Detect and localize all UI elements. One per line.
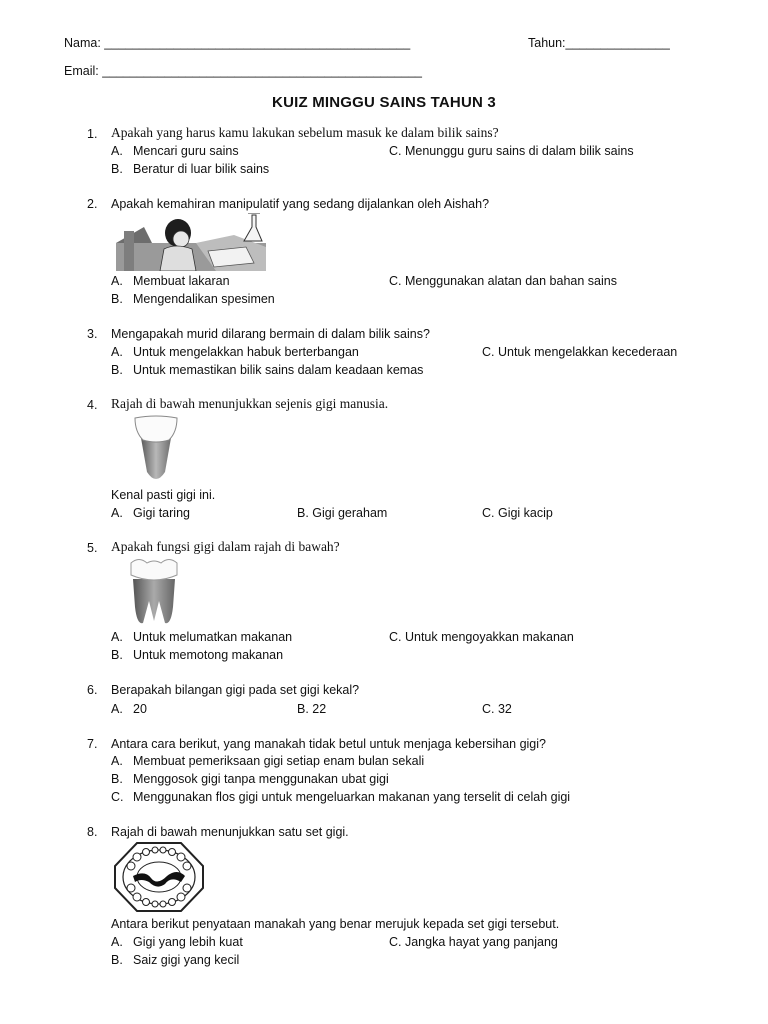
option-letter[interactable]: A. [111,702,123,716]
year-field[interactable]: Tahun:_______________ [528,36,670,50]
question-text: Rajah di bawah menunjukkan satu set gigi. [111,825,349,839]
question-subtext: Antara berikut penyataan manakah yang benar merujuk kepada set gigi tersebut. [111,917,560,931]
question-number: 1. [87,127,98,141]
question-text: Antara cara berikut, yang manakah tidak betul untuk menjaga kebersihan gigi? [111,737,546,751]
student-drawing-illustration [116,213,266,271]
option-letter[interactable]: C. [111,790,124,804]
option-text[interactable]: Mencari guru sains [133,144,239,158]
option-letter[interactable]: A. [111,630,123,644]
option-letter[interactable]: A. [111,274,123,288]
option-text[interactable]: Membuat pemeriksaan gigi setiap enam bulan sekali [133,754,425,768]
email-field[interactable]: Email: ______________________________________________ [64,64,422,78]
question-number: 3. [87,327,98,341]
page-title: KUIZ MINGGU SAINS TAHUN 3 [272,94,496,111]
option-text[interactable]: B. 22 [297,702,327,716]
incisor-tooth-image [131,414,181,484]
option-letter[interactable]: B. [111,162,123,176]
option-text[interactable]: C. 32 [482,702,512,716]
question-text: Mengapakah murid dilarang bermain di dalam bilik sains? [111,327,430,341]
name-field[interactable]: Nama: ____________________________________________ [64,36,411,50]
dental-set-diagram [111,840,207,914]
question-number: 7. [87,737,98,751]
option-text[interactable]: Beratur di luar bilik sains [133,162,270,176]
option-text[interactable]: Untuk memastikan bilik sains dalam keadaan kemas [133,363,424,377]
question-number: 4. [87,398,98,412]
option-text[interactable]: C. Jangka hayat yang panjang [389,935,558,949]
option-text[interactable]: B. Gigi geraham [297,506,388,520]
option-letter[interactable]: A. [111,506,123,520]
question-text: Berapakah bilangan gigi pada set gigi kekal? [111,683,360,697]
option-letter[interactable]: A. [111,345,123,359]
option-letter[interactable]: A. [111,935,123,949]
option-text[interactable]: Menggosok gigi tanpa menggunakan ubat gigi [133,772,389,786]
option-text[interactable]: C. Menggunakan alatan dan bahan sains [389,274,617,288]
question-number: 5. [87,541,98,555]
option-letter[interactable]: A. [111,754,123,768]
question-number: 8. [87,825,98,839]
option-text[interactable]: Saiz gigi yang kecil [133,953,240,967]
option-letter[interactable]: B. [111,292,123,306]
option-letter[interactable]: B. [111,648,123,662]
molar-tooth-image [127,557,181,627]
option-text[interactable]: 20 [133,702,147,716]
option-text[interactable]: Gigi yang lebih kuat [133,935,243,949]
question-text: Apakah yang harus kamu lakukan sebelum masuk ke dalam bilik sains? [111,125,499,140]
option-text[interactable]: C. Untuk mengelakkan kecederaan [482,345,678,359]
option-letter[interactable]: B. [111,772,123,786]
option-text[interactable]: Membuat lakaran [133,274,230,288]
question-number: 2. [87,197,98,211]
option-text[interactable]: C. Untuk mengoyakkan makanan [389,630,574,644]
option-text[interactable]: Gigi taring [133,506,190,520]
option-text[interactable]: Untuk melumatkan makanan [133,630,293,644]
option-text[interactable]: Mengendalikan spesimen [133,292,275,306]
option-letter[interactable]: A. [111,144,123,158]
question-number: 6. [87,683,98,697]
question-text: Apakah fungsi gigi dalam rajah di bawah? [111,539,340,554]
option-text[interactable]: Untuk memotong makanan [133,648,284,662]
question-text: Rajah di bawah menunjukkan sejenis gigi manusia. [111,396,389,411]
option-text[interactable]: Menggunakan flos gigi untuk mengeluarkan makanan yang terselit di celah gigi [133,790,571,804]
question-subtext: Kenal pasti gigi ini. [111,488,216,502]
option-text[interactable]: Untuk mengelakkan habuk berterbangan [133,345,359,359]
question-text: Apakah kemahiran manipulatif yang sedang dijalankan oleh Aishah? [111,197,490,211]
option-text[interactable]: C. Gigi kacip [482,506,553,520]
option-text[interactable]: C. Menunggu guru sains di dalam bilik sains [389,144,634,158]
option-letter[interactable]: B. [111,363,123,377]
option-letter[interactable]: B. [111,953,123,967]
